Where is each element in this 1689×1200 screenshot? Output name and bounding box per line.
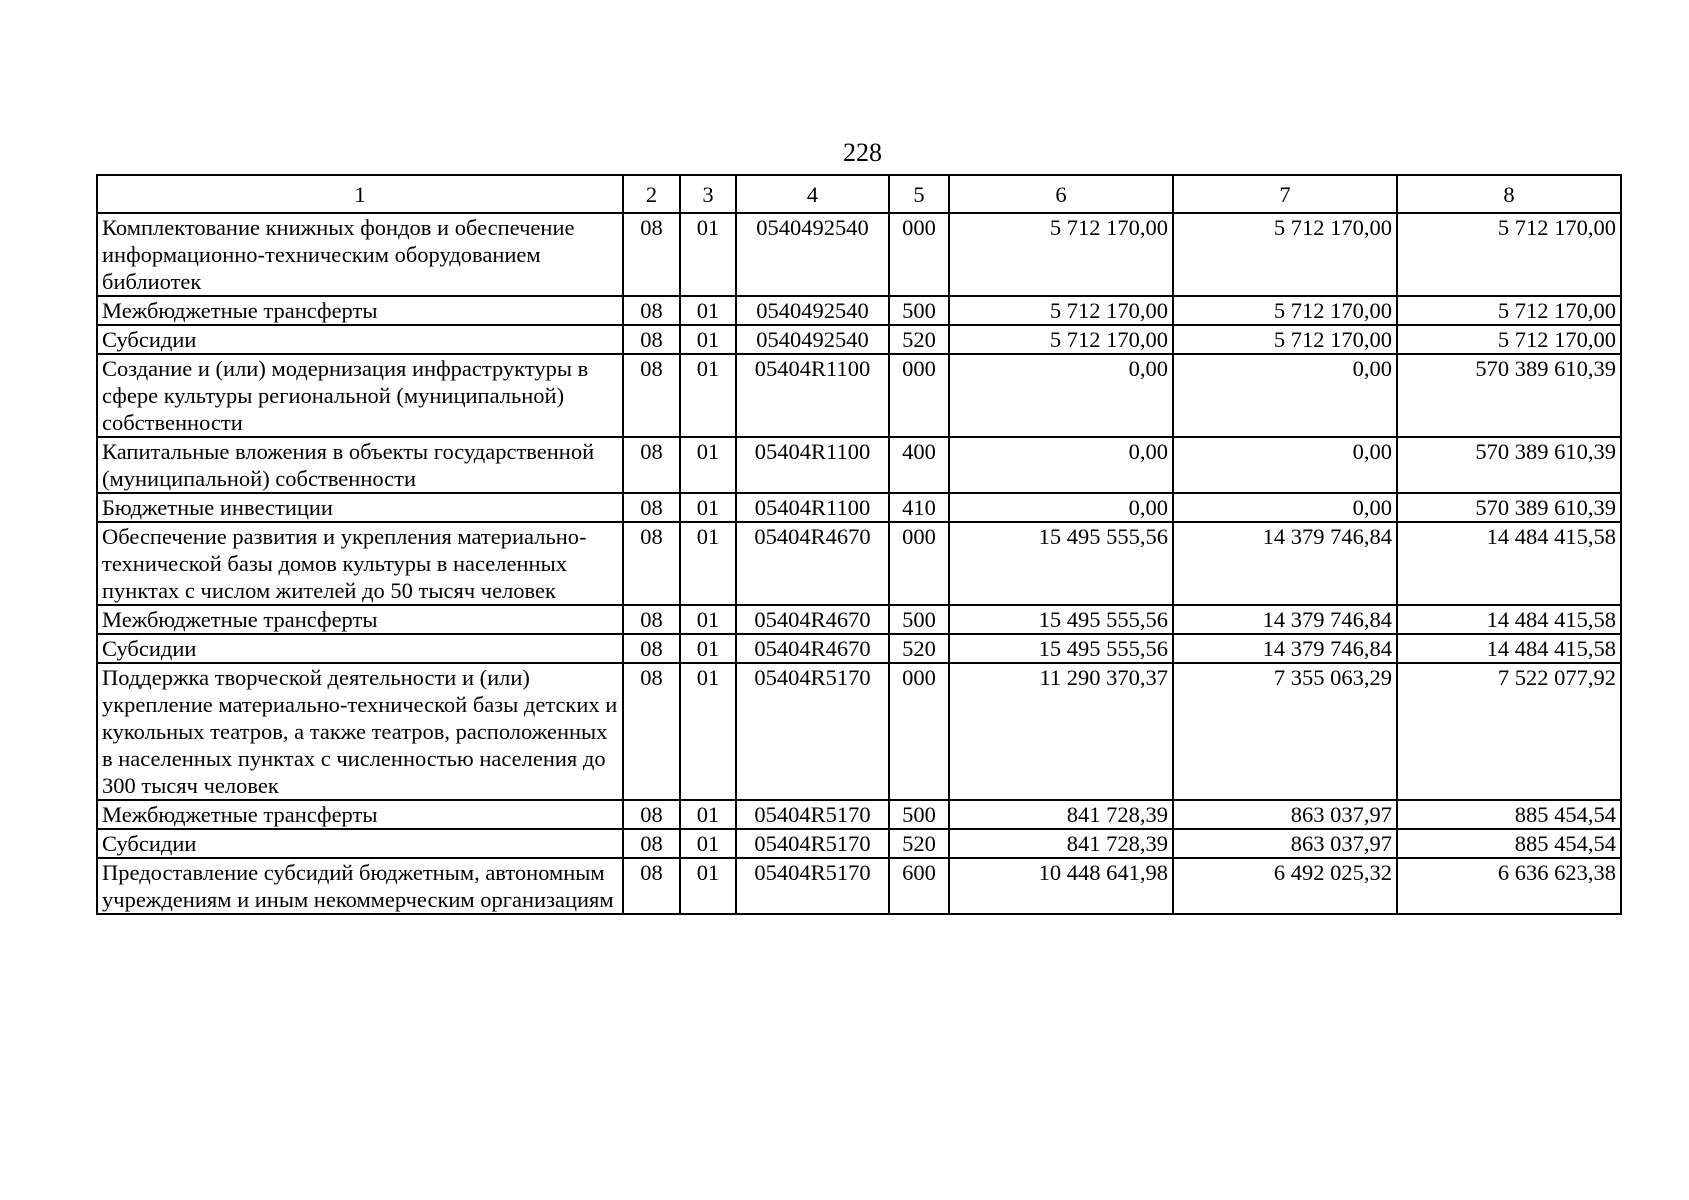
table-row (97, 354, 1621, 437)
amount-col-7: 14 379 746,84 (1173, 634, 1397, 663)
amount-col-8: 570 389 610,39 (1397, 437, 1621, 493)
target-article-code: 05404R1100 (736, 437, 889, 493)
amount-col-6: 841 728,39 (949, 800, 1173, 829)
page-number: 228 (843, 138, 882, 167)
target-article-code: 05404R4670 (736, 605, 889, 634)
row-name: Капитальные вложения в объекты государственной (муниципальной) собственности (97, 437, 623, 493)
table-row (97, 213, 1621, 296)
subsection-code: 01 (680, 493, 736, 522)
amount-col-8: 5 712 170,00 (1397, 213, 1621, 296)
row-name: Предоставление субсидий бюджетным, автономным учреждениям и иным некоммерческим организациям (97, 858, 623, 914)
amount-col-8: 5 712 170,00 (1397, 325, 1621, 354)
expense-type-code: 500 (889, 296, 949, 325)
subsection-code: 01 (680, 354, 736, 437)
table-row (97, 634, 1621, 663)
column-header: 7 (1173, 175, 1397, 213)
amount-col-6: 15 495 555,56 (949, 634, 1173, 663)
section-code: 08 (623, 829, 680, 858)
row-name: Поддержка творческой деятельности и (или) укрепление материально-технической базы детских и кукольных театров, а также театров, расположенных в населенных пунктах с численностью населения до 300 тысяч человек (97, 663, 623, 800)
expense-type-code: 000 (889, 213, 949, 296)
table-row (97, 858, 1621, 914)
target-article-code: 05404R5170 (736, 829, 889, 858)
column-header: 1 (97, 175, 623, 213)
expense-type-code: 000 (889, 663, 949, 800)
section-code: 08 (623, 437, 680, 493)
table-row (97, 325, 1621, 354)
table-row (97, 663, 1621, 800)
section-code: 08 (623, 213, 680, 296)
row-name: Субсидии (97, 829, 623, 858)
expense-type-code: 600 (889, 858, 949, 914)
target-article-code: 05404R4670 (736, 522, 889, 605)
subsection-code: 01 (680, 858, 736, 914)
target-article-code: 05404R5170 (736, 858, 889, 914)
amount-col-7: 6 492 025,32 (1173, 858, 1397, 914)
table-body (97, 213, 1621, 914)
table-row (97, 800, 1621, 829)
row-name: Создание и (или) модернизация инфраструктуры в сфере культуры региональной (муниципальной) собственности (97, 354, 623, 437)
amount-col-6: 0,00 (949, 354, 1173, 437)
budget-table (96, 174, 1622, 915)
column-header: 5 (889, 175, 949, 213)
row-name: Комплектование книжных фондов и обеспечение информационно-техническим оборудованием библиотек (97, 213, 623, 296)
amount-col-7: 5 712 170,00 (1173, 325, 1397, 354)
expense-type-code: 520 (889, 829, 949, 858)
amount-col-6: 5 712 170,00 (949, 325, 1173, 354)
amount-col-8: 6 636 623,38 (1397, 858, 1621, 914)
target-article-code: 05404R4670 (736, 634, 889, 663)
expense-type-code: 500 (889, 800, 949, 829)
amount-col-7: 14 379 746,84 (1173, 605, 1397, 634)
amount-col-6: 15 495 555,56 (949, 605, 1173, 634)
target-article-code: 05404R5170 (736, 800, 889, 829)
row-name: Межбюджетные трансферты (97, 605, 623, 634)
amount-col-7: 863 037,97 (1173, 800, 1397, 829)
expense-type-code: 410 (889, 493, 949, 522)
subsection-code: 01 (680, 213, 736, 296)
expense-type-code: 000 (889, 354, 949, 437)
amount-col-7: 0,00 (1173, 493, 1397, 522)
table-row (97, 829, 1621, 858)
amount-col-7: 5 712 170,00 (1173, 213, 1397, 296)
target-article-code: 05404R1100 (736, 493, 889, 522)
amount-col-7: 863 037,97 (1173, 829, 1397, 858)
amount-col-7: 5 712 170,00 (1173, 296, 1397, 325)
amount-col-7: 7 355 063,29 (1173, 663, 1397, 800)
section-code: 08 (623, 800, 680, 829)
table-row (97, 493, 1621, 522)
subsection-code: 01 (680, 325, 736, 354)
table-row (97, 522, 1621, 605)
amount-col-8: 7 522 077,92 (1397, 663, 1621, 800)
section-code: 08 (623, 858, 680, 914)
subsection-code: 01 (680, 437, 736, 493)
row-name: Субсидии (97, 325, 623, 354)
column-header: 4 (736, 175, 889, 213)
section-code: 08 (623, 493, 680, 522)
row-name: Межбюджетные трансферты (97, 296, 623, 325)
amount-col-6: 841 728,39 (949, 829, 1173, 858)
row-name: Бюджетные инвестиции (97, 493, 623, 522)
subsection-code: 01 (680, 663, 736, 800)
expense-type-code: 520 (889, 634, 949, 663)
amount-col-7: 0,00 (1173, 354, 1397, 437)
amount-col-8: 14 484 415,58 (1397, 522, 1621, 605)
table-row (97, 605, 1621, 634)
amount-col-8: 885 454,54 (1397, 829, 1621, 858)
subsection-code: 01 (680, 522, 736, 605)
amount-col-7: 0,00 (1173, 437, 1397, 493)
section-code: 08 (623, 522, 680, 605)
column-header: 2 (623, 175, 680, 213)
table-row (97, 437, 1621, 493)
amount-col-8: 570 389 610,39 (1397, 493, 1621, 522)
target-article-code: 0540492540 (736, 296, 889, 325)
row-name: Межбюджетные трансферты (97, 800, 623, 829)
amount-col-6: 10 448 641,98 (949, 858, 1173, 914)
expense-type-code: 000 (889, 522, 949, 605)
table-row (97, 296, 1621, 325)
subsection-code: 01 (680, 605, 736, 634)
amount-col-8: 14 484 415,58 (1397, 605, 1621, 634)
amount-col-8: 14 484 415,58 (1397, 634, 1621, 663)
section-code: 08 (623, 663, 680, 800)
amount-col-6: 0,00 (949, 493, 1173, 522)
amount-col-8: 5 712 170,00 (1397, 296, 1621, 325)
section-code: 08 (623, 296, 680, 325)
amount-col-6: 15 495 555,56 (949, 522, 1173, 605)
expense-type-code: 400 (889, 437, 949, 493)
row-name: Обеспечение развития и укрепления материально-технической базы домов культуры в населенных пунктах с числом жителей до 50 тысяч человек (97, 522, 623, 605)
amount-col-6: 11 290 370,37 (949, 663, 1173, 800)
amount-col-6: 0,00 (949, 437, 1173, 493)
column-header: 6 (949, 175, 1173, 213)
section-code: 08 (623, 634, 680, 663)
subsection-code: 01 (680, 829, 736, 858)
target-article-code: 0540492540 (736, 325, 889, 354)
section-code: 08 (623, 325, 680, 354)
column-header: 3 (680, 175, 736, 213)
section-code: 08 (623, 354, 680, 437)
table-header-row (97, 175, 1621, 213)
subsection-code: 01 (680, 296, 736, 325)
amount-col-7: 14 379 746,84 (1173, 522, 1397, 605)
expense-type-code: 500 (889, 605, 949, 634)
amount-col-8: 885 454,54 (1397, 800, 1621, 829)
expense-type-code: 520 (889, 325, 949, 354)
amount-col-6: 5 712 170,00 (949, 296, 1173, 325)
column-header: 8 (1397, 175, 1621, 213)
amount-col-8: 570 389 610,39 (1397, 354, 1621, 437)
section-code: 08 (623, 605, 680, 634)
subsection-code: 01 (680, 634, 736, 663)
row-name: Субсидии (97, 634, 623, 663)
subsection-code: 01 (680, 800, 736, 829)
amount-col-6: 5 712 170,00 (949, 213, 1173, 296)
target-article-code: 05404R1100 (736, 354, 889, 437)
target-article-code: 05404R5170 (736, 663, 889, 800)
target-article-code: 0540492540 (736, 213, 889, 296)
